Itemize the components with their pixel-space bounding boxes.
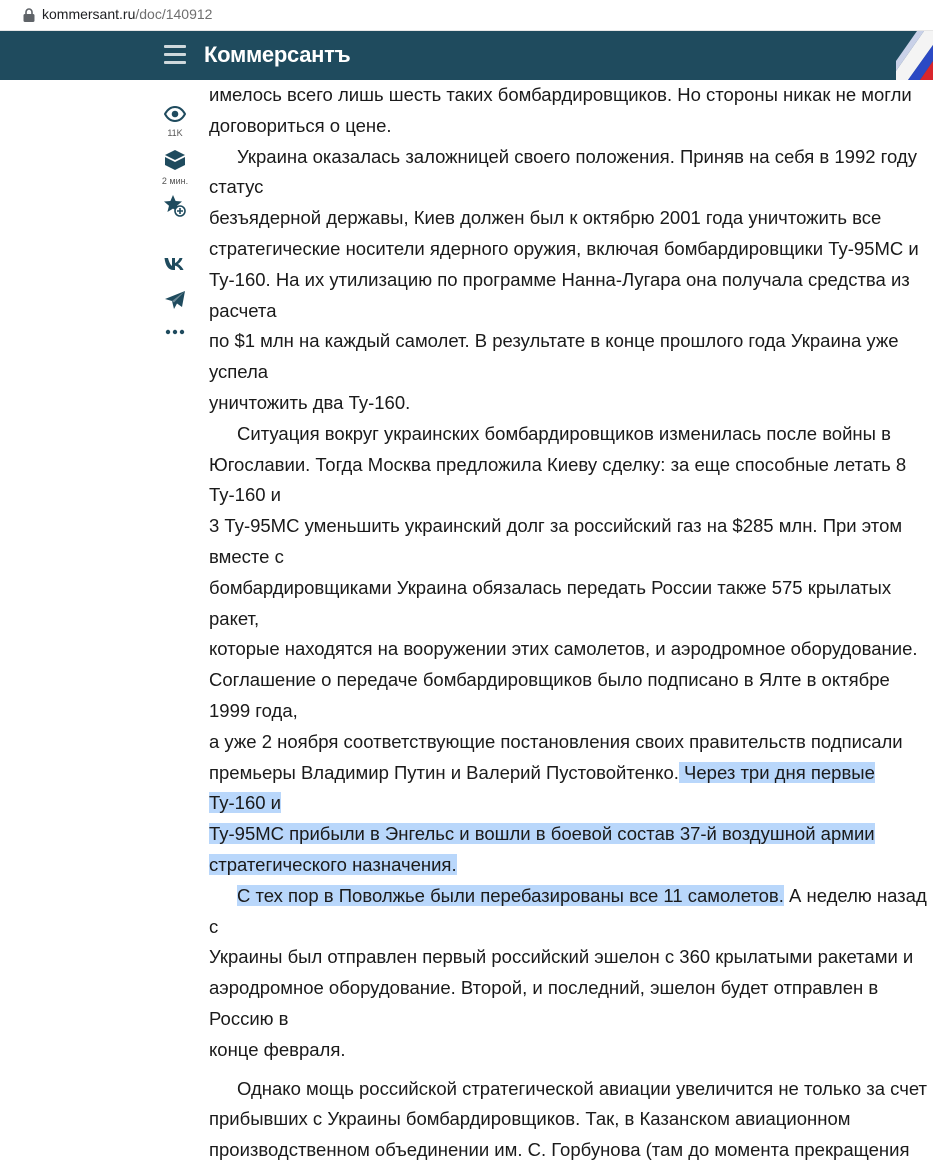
text-line: безъядерной державы, Киев должен был к октябрю 2001 года уничтожить все (209, 207, 882, 229)
selected-text[interactable]: стратегического назначения. (209, 853, 457, 875)
text-line: А неделю назад с (209, 884, 927, 937)
url-text[interactable] (42, 6, 212, 22)
views-count: 11K (167, 128, 183, 138)
text-line: 3 Ту-95МС уменьшить украинский долг за российский газ на $285 млн. При этом вместе с (209, 515, 903, 567)
text-line: прибывших с Украины бомбардировщиков. Так, в Казанском авиационном (209, 1108, 851, 1130)
vk-icon (164, 257, 186, 271)
text-line: а уже 2 ноября соответствующие постановления своих правительств подписали (209, 730, 903, 752)
url-path: /doc/140912 (135, 6, 213, 22)
text-line: Украина оказалась заложницей своего положения. Приняв на себя в 1992 году статус (209, 145, 917, 198)
share-telegram-button[interactable] (150, 290, 200, 315)
text-line: Украины был отправлен первый российский эшелон с 360 крылатыми ракетами и (209, 946, 914, 968)
paragraph (209, 80, 933, 142)
text-line: премьеры Владимир Путин и Валерий Пустовойтенко. (209, 761, 679, 783)
text-line: уничтожить два Ту-160. (209, 391, 411, 413)
views-counter (150, 106, 200, 138)
book-icon (164, 150, 186, 170)
share-vk-button[interactable] (150, 257, 200, 276)
add-to-favorites-button[interactable] (150, 195, 200, 222)
text-line: Ситуация вокруг украинских бомбардировщиков изменилась после войны в (237, 422, 891, 444)
text-line: по $1 млн на каждый самолет. В результате в конце прошлого года Украина уже успела (209, 330, 899, 383)
paragraph (209, 881, 933, 1066)
read-time (150, 150, 200, 186)
lock-icon (22, 7, 36, 23)
selected-text[interactable]: Ту-95МС прибыли в Энгельс и вошли в боевой состав 37-й воздушной армии (209, 823, 875, 845)
text-line: аэродромное оборудование. Второй, и последний, эшелон будет отправлен в Россию в (209, 977, 879, 1029)
text-line: Однако мощь российской стратегической авиации увеличится не только за счет (237, 1077, 928, 1099)
text-line: стратегические носители ядерного оружия, включая бомбардировщики Ту-95МС и (209, 237, 919, 259)
text-line: Югославии. Тогда Москва предложила Киеву сделку: за еще способные летать 8 Ту-160 и (209, 453, 907, 506)
selected-text[interactable]: С тех пор в Поволжье были перебазированы все 11 самолетов. (237, 884, 784, 906)
text-line: договориться о цене. (209, 114, 392, 136)
eye-icon (164, 106, 186, 122)
more-options-button[interactable] (150, 322, 200, 340)
telegram-icon (164, 290, 186, 310)
text-line: бомбардировщиками Украина обязалась передать России также 575 крылатых ракет, (209, 576, 892, 629)
address-bar[interactable] (0, 0, 933, 31)
russian-flag-icon (896, 31, 933, 80)
paragraph (209, 1074, 933, 1166)
star-plus-icon (164, 195, 186, 217)
more-dots-icon (164, 329, 186, 335)
url-host: kommersant.ru (42, 6, 136, 22)
paragraph (209, 419, 933, 881)
text-line: конце февраля. (209, 1038, 346, 1060)
paragraph (209, 142, 933, 419)
text-line: Соглашение о передаче бомбардировщиков было подписано в Ялте в октябре 1999 года, (209, 669, 890, 721)
text-line: производственном объединении им. С. Горбунова (там до момента прекращения (209, 1139, 910, 1161)
read-time-label: 2 мин. (161, 176, 189, 186)
site-logo[interactable]: Коммерсантъ (204, 42, 351, 67)
menu-icon[interactable] (164, 45, 186, 65)
text-line: имелось всего лишь шесть таких бомбардировщиков. Но стороны никак не могли (209, 84, 912, 105)
article-body (209, 80, 933, 1166)
selected-text[interactable]: Через три дня первые Ту-160 и (209, 761, 875, 814)
text-line: которые находятся на вооружении этих самолетов, и аэродромное оборудование. (209, 638, 918, 660)
text-line: Ту-160. На их утилизацию по программе Нанна-Лугара она получала средства из расчета (209, 268, 910, 321)
site-header (0, 31, 933, 80)
